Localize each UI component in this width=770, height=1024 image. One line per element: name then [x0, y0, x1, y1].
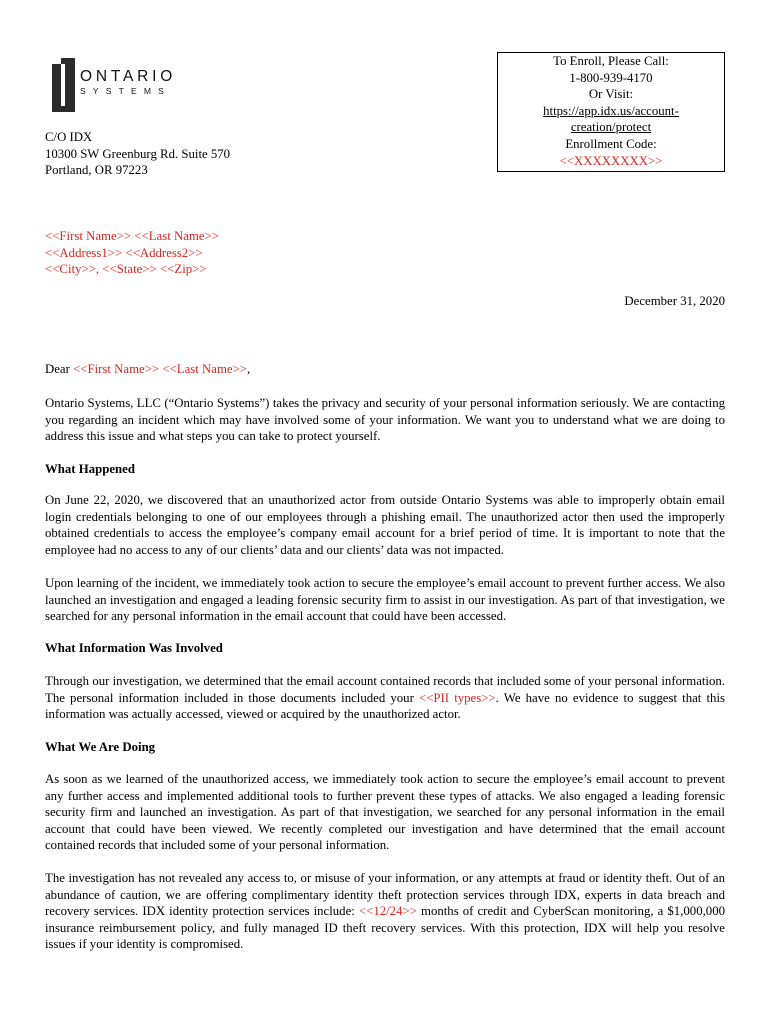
recipient-address — [45, 228, 219, 278]
recipient-line: <<First Name>> <<Last Name>> — [45, 229, 219, 243]
return-address-line: 10300 SW Greenburg Rd. Suite 570 — [45, 146, 231, 161]
information-involved-paragraph — [45, 673, 725, 723]
enroll-code-label: Enrollment Code: — [565, 136, 657, 151]
months-placeholder: <<12/24>> — [358, 904, 417, 919]
enrollment-box — [497, 52, 725, 172]
salutation-name: <<First Name>> <<Last Name>> — [73, 362, 248, 376]
info-text-b: . We have no evidence to suggest that this information was actually accessed, viewed or acquired by the unauthorized actor. — [45, 690, 725, 722]
letter-date: December 31, 2020 — [624, 294, 725, 308]
info-text-a: Through our investigation, we determined that the email account contained records that included some of your personal information. The personal information included in those documents included your — [45, 674, 725, 705]
section-heading-information-involved: What Information Was Involved — [45, 641, 223, 655]
what-happened-paragraph-2: Upon learning of the incident, we immediately took action to secure the employee’s email account to prevent further access. We also launched an investigation and engaged a leading forensic security firm to assist in our investigation. As part of that investigation, we searched for any personal information in the email account that could have been accessed. — [45, 576, 725, 624]
section-heading-what-happened: What Happened — [45, 462, 135, 476]
recipient-line: <<City>>, <<State>> <<Zip>> — [45, 262, 207, 277]
salutation-prefix: Dear — [45, 362, 74, 376]
recipient-line: <<Address1>> <<Address2>> — [45, 245, 203, 260]
return-address-line: Portland, OR 97223 — [45, 163, 148, 178]
enroll-call-label: To Enroll, Please Call: — [553, 54, 669, 68]
enroll-code: <<XXXXXXXX>> — [559, 153, 663, 168]
intro-paragraph: Ontario Systems, LLC (“Ontario Systems”) takes the privacy and security of your personal information seriously. We are contacting you regarding an incident which may have involved some of your information. We want you to understand what we are doing to address this issue and what steps you can take to protect yourself. — [45, 396, 725, 444]
doing-text-b: months of credit and CyberScan monitoring, a $1,000,000 insurance reimbursement policy, and fully managed ID theft recovery services. With this protection, IDX will help you resolve issues if your identity is compromised. — [45, 904, 725, 952]
enroll-url-link[interactable]: https://app.idx.us/account- — [543, 103, 679, 118]
logo-subtitle: SYSTEMS — [80, 86, 172, 96]
salutation-suffix: , — [247, 362, 251, 376]
company-logo — [52, 56, 222, 112]
salutation — [45, 361, 250, 378]
section-heading-what-we-are-doing: What We Are Doing — [45, 740, 156, 754]
logo-name: ONTARIO — [80, 68, 177, 85]
what-we-are-doing-paragraph-2 — [45, 870, 725, 953]
enroll-visit-label: Or Visit: — [588, 87, 634, 102]
return-address-line: C/O IDX — [45, 130, 93, 144]
what-we-are-doing-paragraph-1: As soon as we learned of the unauthorized access, we immediately took action to secure the employee’s email account to prevent any further access and implemented additional tools to further prevent these types of attacks. We also engaged a leading forensic security firm and launched an investigation. As part of that investigation, we searched for any personal information in the email account that could have been viewed. We recently completed our investigation and have determined that the email account contained records that included some of your personal information. — [45, 772, 725, 853]
pii-types-placeholder: <<PII types>> — [418, 690, 496, 705]
logo-mark-icon — [52, 58, 76, 112]
what-happened-paragraph-1: On June 22, 2020, we discovered that an unauthorized actor from outside Ontario Systems was able to improperly obtain email login credentials belonging to one of our employees through a phishing email. The unauthorized actor then used the improperly obtained credentials to access the employee’s company email account for a brief period of time. It is important to note that the employee had no access to any of our clients’ data and our clients’ data was not impacted. — [45, 493, 725, 557]
return-address — [45, 129, 230, 179]
enroll-url-link-cont[interactable]: creation/protect — [570, 120, 652, 135]
enroll-phone: 1-800-939-4170 — [569, 70, 653, 85]
doing-text-a: The investigation has not revealed any access to, or misuse of your information, or any attempts at fraud or identity theft. Out of an abundance of caution, we are offering complimentary identity theft protection services through IDX, experts in data breach and recovery services. IDX identity protection services include: — [45, 871, 725, 919]
